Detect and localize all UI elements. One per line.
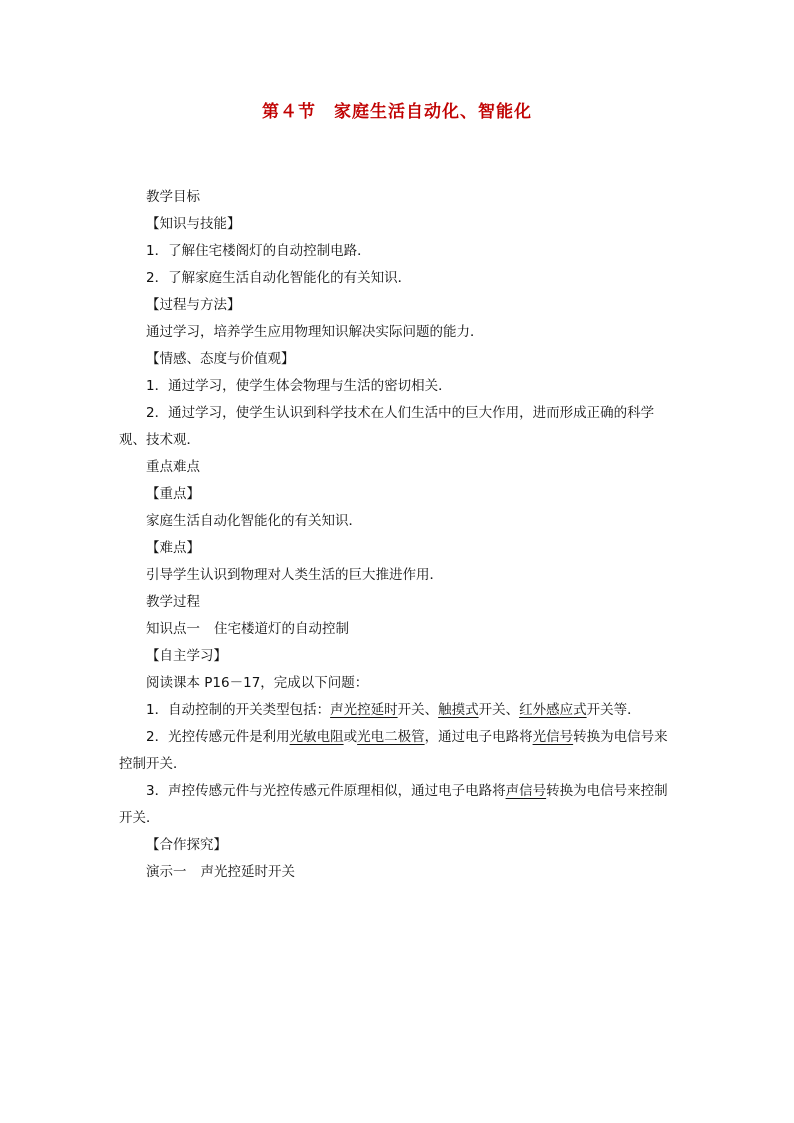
demo-number: 演示一 xyxy=(146,864,187,880)
answer-underline: 光敏电阻 xyxy=(289,729,344,745)
process-method-item: 通过学习，培养学生应用物理知识解决实际问题的能力． xyxy=(146,324,484,340)
answer-underline: 光信号 xyxy=(532,729,574,745)
page-title xyxy=(0,97,794,122)
question-1: 1．自动控制的开关类型包括：声光控延时开关、触摸式开关、红外感应式开关等． xyxy=(146,702,641,718)
answer-underline: 声光控延时 xyxy=(330,702,398,718)
important-text: 家庭生活自动化智能化的有关知识． xyxy=(146,513,362,529)
key-points-heading: 重点难点 xyxy=(146,459,200,475)
demo-heading xyxy=(119,859,675,886)
question-2: 2．光控传感元件是利用光敏电阻或光电二极管，通过电子电路将光信号转换为电信号来控制开关． xyxy=(119,729,668,772)
emotion-item-1: 1．通过学习，使学生体会物理与生活的密切相关． xyxy=(146,378,452,394)
demo-title: 声光控延时开关 xyxy=(200,864,295,880)
section-title: 家庭生活自动化、智能化 xyxy=(334,102,532,122)
section-number: 第４节 xyxy=(262,102,316,122)
important-heading: 【重点】 xyxy=(146,486,200,502)
difficult-text: 引导学生认识到物理对人类生活的巨大推进作用． xyxy=(146,567,443,583)
knowledge-point-title: 住宅楼道灯的自动控制 xyxy=(214,621,349,637)
knowledge-heading: 【知识与技能】 xyxy=(146,216,241,232)
knowledge-point-number: 知识点一 xyxy=(146,621,200,637)
answer-underline: 光电二极管 xyxy=(357,729,425,745)
emotion-heading: 【情感、态度与价值观】 xyxy=(146,351,295,367)
emotion-item-2: 2．通过学习，使学生认识到科学技术在人们生活中的巨大作用，进而形成正确的科学观、技术观． xyxy=(119,405,655,448)
document-body xyxy=(119,184,675,886)
cooperation-heading: 【合作探究】 xyxy=(146,837,227,853)
answer-underline: 红外感应式 xyxy=(519,702,587,718)
knowledge-item-2: 2．了解家庭生活自动化智能化的有关知识． xyxy=(146,270,412,286)
process-method-heading: 【过程与方法】 xyxy=(146,297,241,313)
difficult-heading: 【难点】 xyxy=(146,540,200,556)
answer-underline: 声信号 xyxy=(505,783,547,799)
reading-instruction: 阅读课本 P16－17，完成以下问题： xyxy=(146,675,369,691)
goals-heading: 教学目标 xyxy=(146,189,200,205)
knowledge-point-heading xyxy=(119,616,675,643)
answer-underline: 触摸式 xyxy=(438,702,479,718)
self-study-heading: 【自主学习】 xyxy=(146,648,227,664)
question-3: 3．声控传感元件与光控传感元件原理相似，通过电子电路将声信号转换为电信号来控制开关． xyxy=(119,783,668,826)
knowledge-item-1: 1．了解住宅楼阁灯的自动控制电路． xyxy=(146,243,371,259)
teaching-process-heading: 教学过程 xyxy=(146,594,200,610)
